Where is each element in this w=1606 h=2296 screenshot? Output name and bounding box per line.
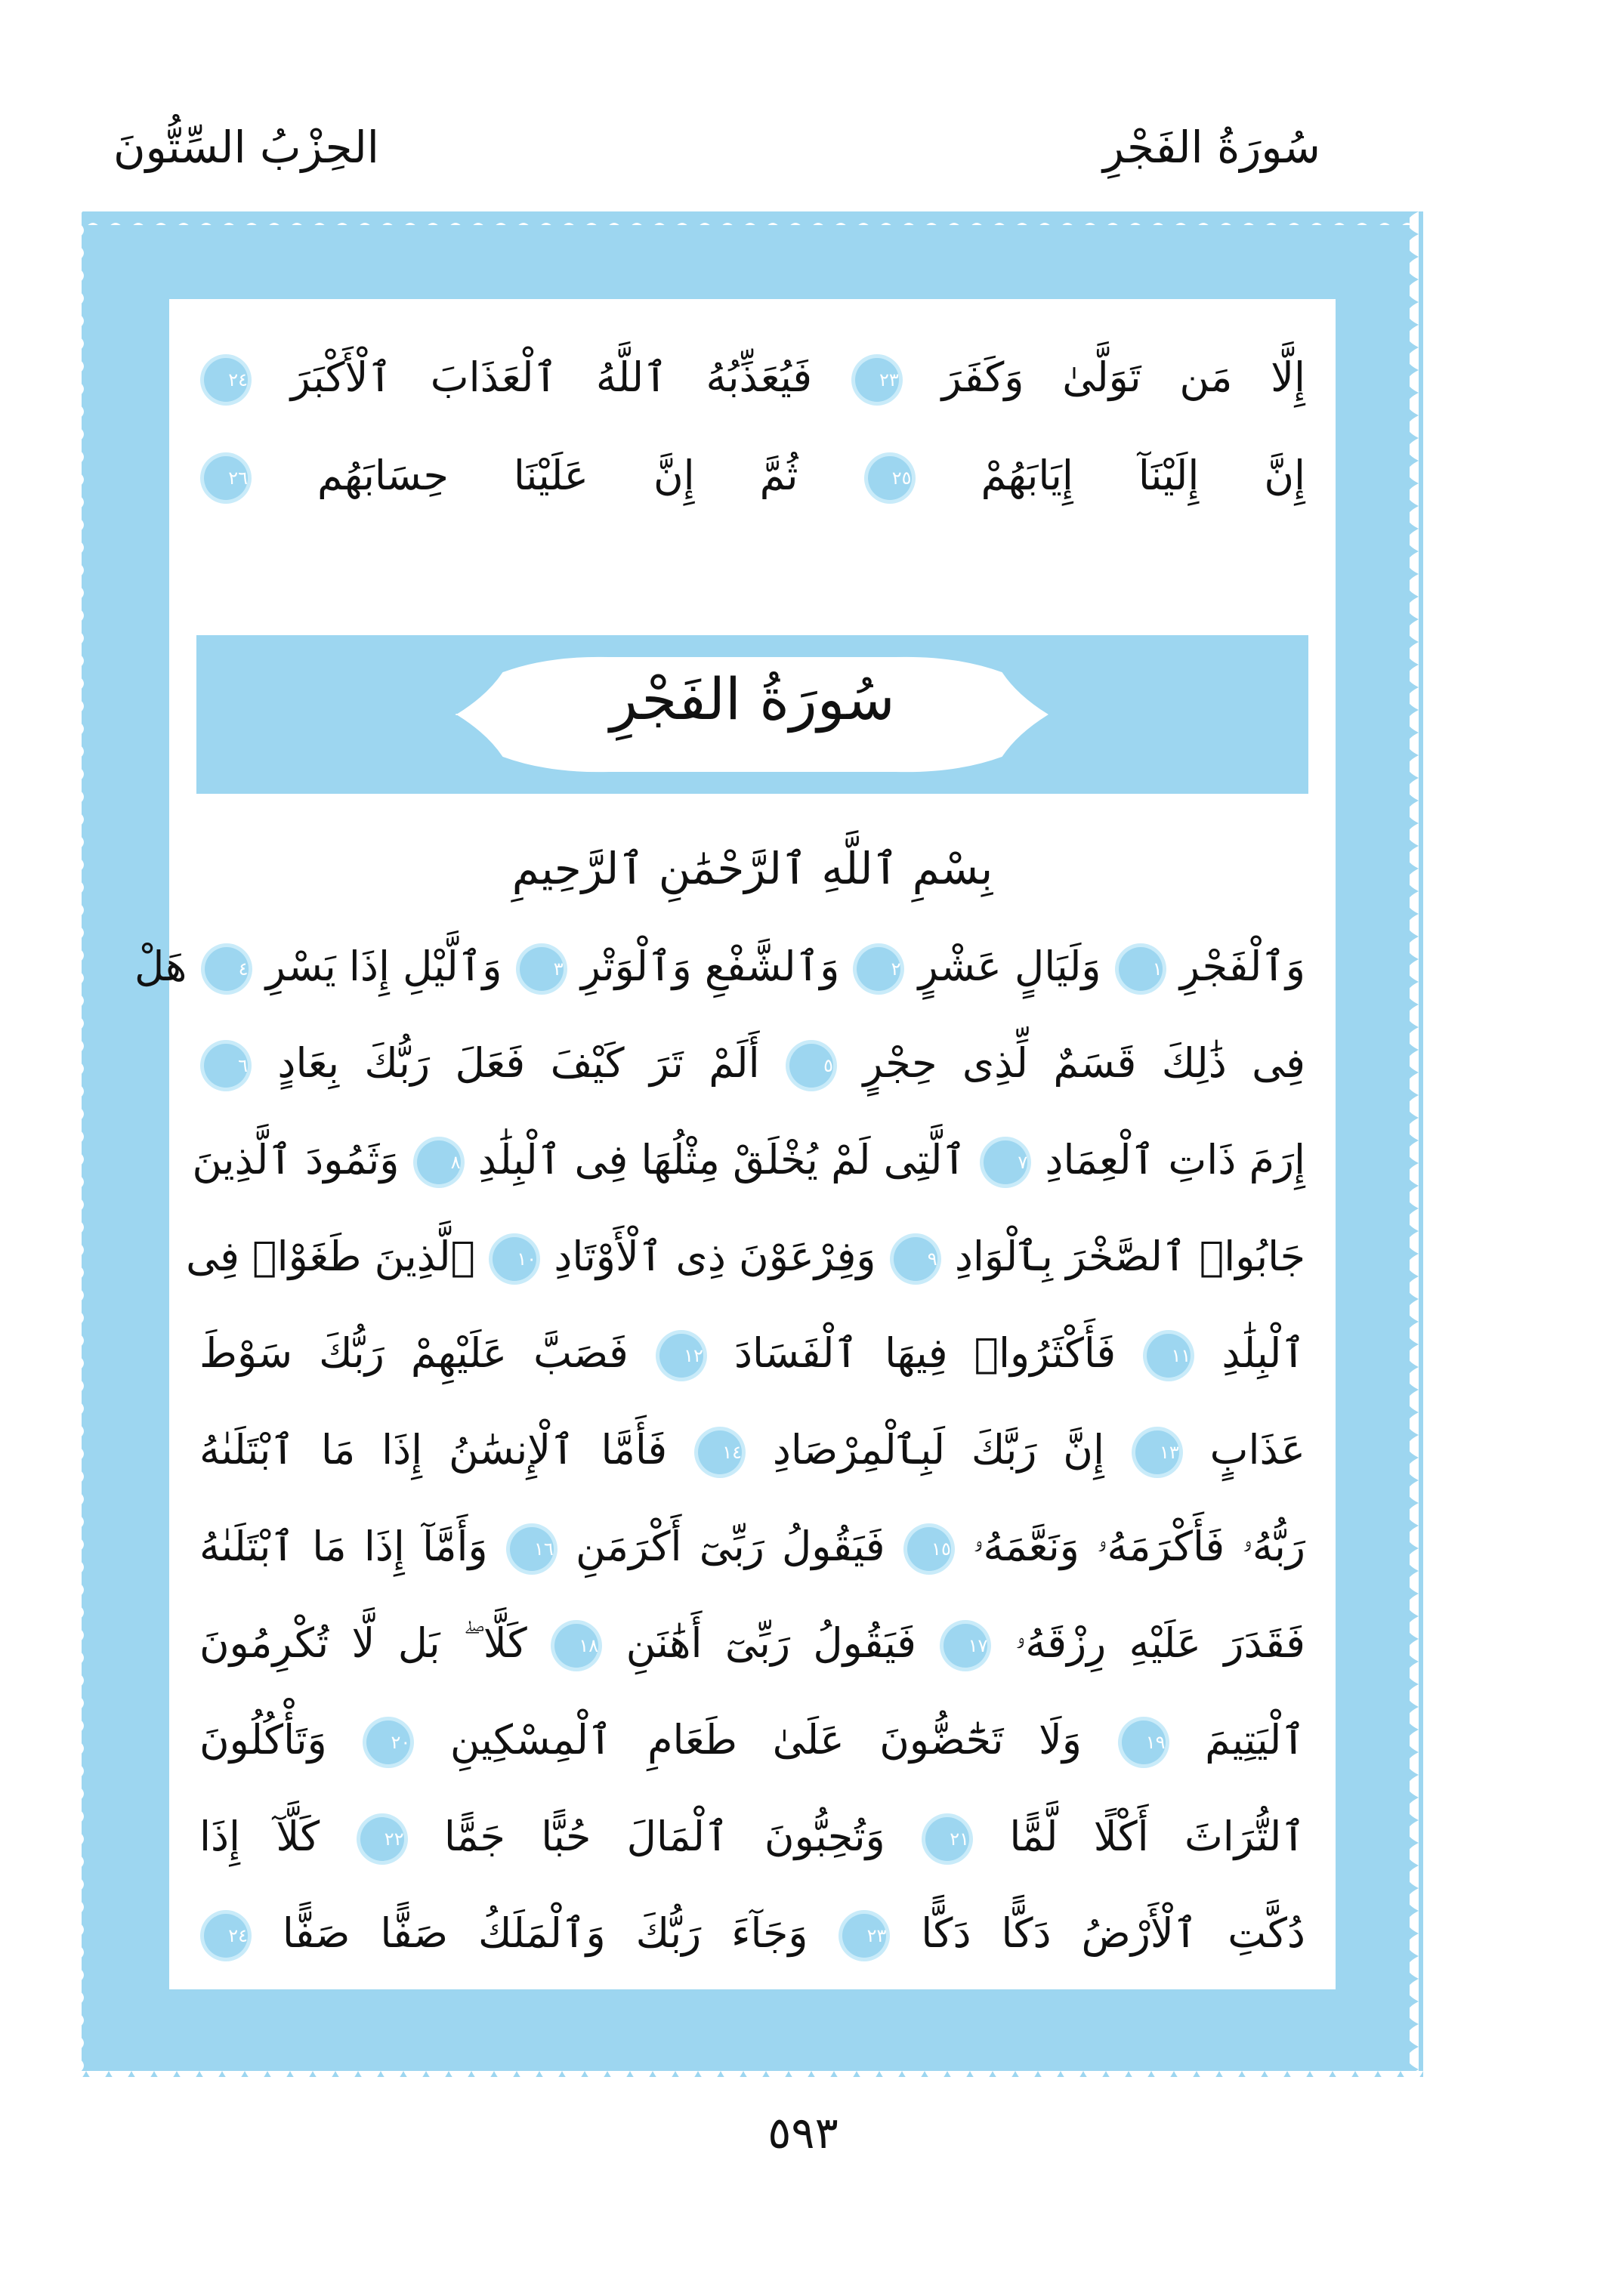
verse-line: [134, 918, 1305, 1015]
ayah-number-marker: ٩: [894, 1237, 937, 1281]
verse-line: [199, 329, 1305, 426]
ayah-number-marker: ٣: [520, 947, 564, 991]
ayah-number-marker: ٢٢: [360, 1817, 404, 1861]
verse-text: وَتَأْكُلُونَ: [199, 1716, 327, 1764]
verse-text: كَلَّا ۖ بَل لَّا تُكْرِمُونَ: [199, 1619, 527, 1667]
verse-line: [199, 1885, 1305, 1982]
verse-text: وَلَيَالٍ عَشْرٍ: [918, 943, 1101, 990]
verse-text: ٱلْيَتِيمَ: [1205, 1716, 1305, 1764]
verse-line: [199, 1015, 1305, 1112]
verse-text: إِنَّ إِلَيْنَآ إِيَابَهُمْ: [981, 452, 1305, 499]
surah-title: سُورَةُ الفَجْرِ: [610, 665, 895, 733]
verse-text: كَلَّآ إِذَا: [199, 1813, 320, 1860]
verse-text: وَجَآءَ رَبُّكَ وَٱلْمَلَكُ صَفًّا صَفًّا: [282, 1909, 808, 1957]
ayah-number-marker: ٢٠: [366, 1720, 410, 1764]
ayah-number-marker: ٢٤: [204, 1914, 248, 1958]
ayah-number-marker: ٤: [205, 947, 249, 991]
ayah-number-marker: ٢١: [925, 1817, 969, 1861]
verse-text: أَلَمْ تَرَ كَيْفَ فَعَلَ رَبُّكَ بِعَادٍ: [277, 1039, 760, 1087]
text-area: [134, 299, 1336, 1989]
verse-line: [199, 1692, 1305, 1788]
ayah-number-marker: ٢٦: [204, 456, 248, 500]
verse-text: وَفِرْعَوْنَ ذِى ٱلْأَوْتَادِ: [554, 1233, 876, 1280]
verse-text: دُكَّتِ ٱلْأَرْضُ دَكًّا دَكًّا: [921, 1909, 1305, 1957]
header-surah-name: سُورَةُ الفَجْرِ: [1103, 122, 1320, 173]
verse-text: فَصَبَّ عَلَيْهِمْ رَبُّكَ سَوْطَ: [199, 1329, 629, 1377]
ayah-number-marker: ٢٤: [204, 358, 248, 402]
verse-text: وَٱلْفَجْرِ: [1179, 943, 1305, 990]
verse-text: ٱلتُّرَاثَ أَكْلًا لَّمًّا: [1009, 1813, 1305, 1860]
verse-text: فَأَمَّا ٱلْإِنسَٰنُ إِذَا مَا ٱبْتَلَىٰهُ: [199, 1426, 668, 1474]
ayah-number-marker: ٥: [789, 1044, 833, 1088]
verse-line: [199, 1788, 1305, 1885]
verse-text: ثُمَّ إِنَّ عَلَيْنَا حِسَابَهُم: [317, 452, 798, 499]
ayah-number-marker: ١٦: [510, 1527, 554, 1571]
verse-text: وَتُحِبُّونَ ٱلْمَالَ حُبًّا جَمًّا: [443, 1813, 885, 1860]
verse-line: [192, 1112, 1305, 1208]
verse-line: [199, 1595, 1305, 1692]
verse-text: ٱلَّتِى لَمْ يُخْلَقْ مِثْلُهَا فِى ٱلْبِلَٰدِ: [477, 1136, 967, 1183]
verse-text: إِلَّا مَن تَوَلَّىٰ وَكَفَرَ: [941, 353, 1305, 401]
verse-text: فَيُعَذِّبُهُ ٱللَّهُ ٱلْعَذَابَ ٱلْأَكْبَرَ: [290, 353, 813, 401]
verse-text: فَأَكْثَرُوا۟ فِيهَا ٱلْفَسَادَ: [734, 1329, 1116, 1377]
ayah-number-marker: ١٢: [659, 1334, 703, 1378]
ayah-number-marker: ١٧: [944, 1624, 987, 1668]
verse-line: [199, 1305, 1305, 1402]
ayah-number-marker: ١٩: [1122, 1720, 1166, 1764]
verse-text: فَقَدَرَ عَلَيْهِ رِزْقَهُۥ: [1015, 1619, 1305, 1667]
verse-lines: [134, 299, 1336, 1989]
ayah-number-marker: ١: [1119, 947, 1163, 991]
verse-text: وَٱلَّيْلِ إِذَا يَسْرِ: [265, 943, 502, 990]
ayah-number-marker: ١٣: [1135, 1430, 1179, 1474]
ayah-number-marker: ٧: [984, 1140, 1027, 1184]
surah-header-band: [196, 635, 1308, 794]
verse-text: إِرَمَ ذَاتِ ٱلْعِمَادِ: [1045, 1136, 1305, 1183]
verse-line: [199, 1498, 1305, 1595]
verse-text: جَابُوا۟ ٱلصَّخْرَ بِٱلْوَادِ: [954, 1233, 1305, 1280]
ayah-number-marker: ٦: [204, 1044, 248, 1088]
verse-text: وَٱلشَّفْعِ وَٱلْوَتْرِ: [580, 943, 840, 990]
ayah-number-marker: ٢: [857, 947, 900, 991]
ayah-number-marker: ٢٣: [842, 1914, 886, 1958]
header-hizb: الحِزْبُ السِّتُّونَ: [113, 122, 379, 173]
verse-text: وَلَا تَحَٰٓضُّونَ عَلَىٰ طَعَامِ ٱلْمِسْكِينِ: [449, 1716, 1082, 1764]
ayah-number-marker: ١١: [1147, 1334, 1191, 1378]
ayah-number-marker: ١٥: [907, 1527, 951, 1571]
basmala: بِسْمِ ٱللَّهِ ٱلرَّحْمَٰنِ ٱلرَّحِيمِ: [511, 843, 993, 894]
verse-text: فَيَقُولُ رَبِّىٓ أَهَٰنَنِ: [625, 1619, 916, 1667]
verse-line: [186, 1208, 1305, 1305]
verse-text: هَلْ: [134, 943, 187, 990]
verse-line: [199, 1402, 1305, 1498]
verse-text: ٱلْبِلَٰدِ: [1221, 1329, 1305, 1377]
ayah-number-marker: ٢٥: [868, 456, 912, 500]
verse-text: فِى ذَٰلِكَ قَسَمٌ لِّذِى حِجْرٍ: [863, 1039, 1305, 1087]
page-number: ٥٩٣: [767, 2107, 839, 2159]
verse-text: وَثَمُودَ ٱلَّذِينَ: [192, 1136, 400, 1183]
ayah-number-marker: ٢٣: [855, 358, 899, 402]
ayah-number-marker: ١٠: [493, 1237, 536, 1281]
verse-text: رَبُّهُۥ فَأَكْرَمَهُۥ وَنَعَّمَهُۥ: [973, 1523, 1305, 1570]
verse-text: ٱلَّذِينَ طَغَوْا۟ فِى: [186, 1233, 475, 1280]
verse-text: وَأَمَّآ إِذَا مَا ٱبْتَلَىٰهُ: [199, 1523, 488, 1570]
ayah-number-marker: ٨: [417, 1140, 461, 1184]
verse-text: عَذَابٍ: [1209, 1426, 1306, 1474]
page-frame: [82, 211, 1423, 2077]
verse-text: فَيَقُولُ رَبِّىٓ أَكْرَمَنِ: [576, 1523, 885, 1570]
ayah-number-marker: ١٨: [554, 1624, 598, 1668]
verse-text: إِنَّ رَبَّكَ لَبِٱلْمِرْصَادِ: [772, 1426, 1104, 1474]
verse-line: [199, 427, 1305, 524]
ayah-number-marker: ١٤: [698, 1430, 742, 1474]
